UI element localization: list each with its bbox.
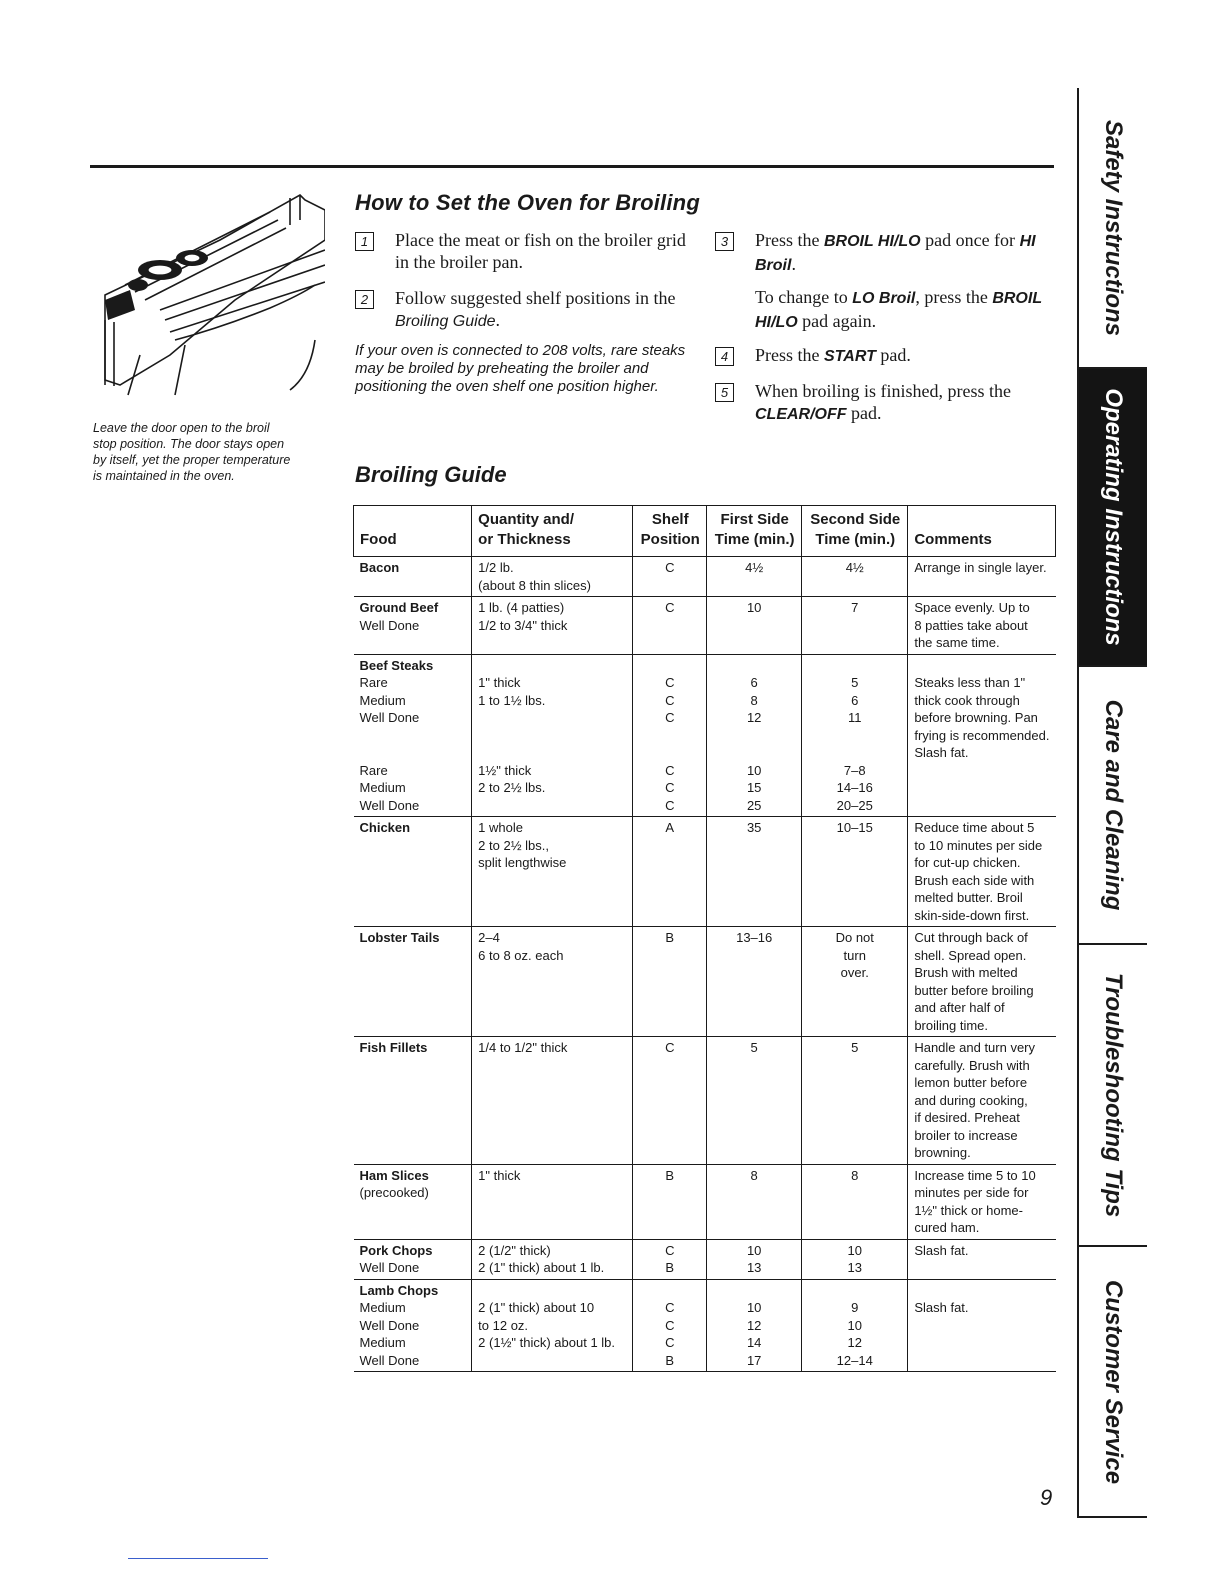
cell-line: 2 (1/2" thick): [478, 1242, 551, 1258]
cell-line: shell. Spread open.: [914, 947, 1027, 963]
cell-shelf: [633, 1037, 707, 1165]
cell-line: [914, 1282, 1049, 1300]
cell-line: [808, 727, 901, 745]
table-row-ham: [354, 1164, 1056, 1239]
column-header-food: [354, 506, 472, 557]
cell-line: [478, 709, 626, 727]
cell-line: minutes per side for: [914, 1185, 1029, 1200]
cell-first: [707, 597, 802, 655]
cell-line: Medium: [359, 1300, 406, 1315]
cell-line: Increase time 5 to 10: [914, 1167, 1036, 1183]
header-text: or Thickness: [478, 531, 571, 548]
side-navigation-tabs: [1077, 88, 1147, 1518]
cell-line: and after half of: [914, 1000, 1005, 1015]
oven-door-broil-illustration: [100, 190, 325, 405]
step-text: Follow suggested shelf positions in the: [395, 288, 676, 308]
cell-line: butter before broiling: [914, 982, 1034, 998]
cell-line: 2 to 2½ lbs.,: [478, 837, 549, 853]
step-2: [355, 287, 700, 333]
cell-comments: [908, 654, 1056, 817]
caption-line: stop position. The door stays open: [93, 437, 285, 451]
cell-line: 8: [851, 1167, 859, 1183]
cell-first: [707, 654, 802, 817]
cell-second: [802, 1164, 908, 1239]
step-text: Place the meat or fish on the broiler grid in the broiler pan.: [395, 230, 686, 272]
step-number: 5: [715, 383, 734, 402]
step-text-mid: pad once for: [920, 230, 1020, 250]
cell-comments: [908, 557, 1056, 597]
cell-line: if desired. Preheat: [914, 1110, 1020, 1125]
cell-food: [354, 1164, 472, 1239]
cell-line: 6: [750, 675, 758, 690]
side-tab-operating-instructions[interactable]: [1079, 369, 1147, 667]
table-row-steaks: [354, 654, 1056, 817]
step-3: [715, 229, 1055, 277]
cell-line: C: [665, 560, 675, 575]
cell-line: [478, 657, 626, 675]
cell-second: [802, 927, 908, 1037]
cell-line: [713, 727, 795, 745]
cell-line: Rare: [359, 762, 388, 778]
cell-line: 12: [847, 1335, 862, 1350]
cell-line: 17: [746, 1352, 762, 1368]
cell-first: [707, 927, 802, 1037]
side-tab-safety-instructions[interactable]: [1079, 88, 1147, 369]
cell-qty: [472, 597, 633, 655]
cell-line: Do not: [835, 930, 874, 945]
table-row-bacon: [354, 557, 1056, 597]
section-heading-broiling: How to Set the Oven for Broiling: [355, 190, 700, 215]
caption-line: is maintained in the oven.: [93, 469, 235, 483]
cell-food: [354, 1279, 472, 1372]
cell-line: Ham Slices: [359, 1167, 429, 1183]
step-text-end: .: [495, 310, 500, 330]
cell-food: [354, 654, 472, 817]
side-tab-troubleshooting-tips[interactable]: [1079, 945, 1147, 1247]
cell-shelf: [633, 1279, 707, 1372]
cell-line: Medium: [359, 692, 406, 708]
cell-line: Ground Beef: [359, 600, 439, 615]
cell-line: [360, 744, 466, 762]
caption-line: by itself, yet the proper temperature: [93, 453, 291, 467]
cell-line: 1/2 to 3/4" thick: [478, 617, 568, 633]
cell-line: C: [665, 797, 675, 813]
header-text: Quantity and/: [478, 511, 575, 528]
cell-line: Beef Steaks: [359, 657, 434, 673]
page-number: 9: [1040, 1485, 1053, 1510]
cell-line: broiler to increase: [914, 1127, 1018, 1143]
cell-line: 2 to 2½ lbs.: [478, 780, 546, 795]
cell-first: [707, 1037, 802, 1165]
side-tab-care-and-cleaning[interactable]: [1079, 667, 1147, 945]
cell-line: 1½" thick or home-: [914, 1202, 1023, 1218]
cell-shelf: [633, 654, 707, 817]
cell-line: Lamb Chops: [359, 1282, 439, 1298]
guide-reference: Broiling Guide: [395, 313, 496, 330]
cell-line: 6: [851, 692, 859, 708]
step-4: [715, 344, 1055, 368]
step-number: 1: [355, 232, 374, 251]
header-text: First Side: [720, 511, 789, 528]
broil-pad-label: BROIL HI/LO: [755, 290, 1042, 331]
cell-qty: [472, 1037, 633, 1165]
cell-line: Fish Fillets: [359, 1040, 428, 1055]
step-text-end: pad.: [846, 403, 882, 423]
cell-line: 20–25: [836, 797, 873, 813]
cell-line: Brush with melted: [914, 965, 1018, 980]
cell-line: turn: [843, 947, 866, 963]
cell-line: [478, 744, 626, 762]
clear-off-pad-label: CLEAR/OFF: [755, 406, 847, 423]
cell-line: [808, 657, 901, 675]
table-row-beef: [354, 597, 1056, 655]
cell-line: for cut-up chicken.: [914, 855, 1021, 870]
cell-line: 5: [851, 1040, 859, 1055]
cell-line: Well Done: [359, 1260, 420, 1275]
cell-line: 10: [746, 600, 762, 615]
cell-food: [354, 1239, 472, 1279]
column-header-second-side: [802, 506, 908, 557]
column-header-first-side: [707, 506, 802, 557]
instruction-text: To change to: [755, 287, 853, 307]
cell-line: 2 (1" thick) about 10: [478, 1300, 595, 1315]
cell-line: Reduce time about 5: [914, 820, 1035, 835]
cell-comments: [908, 1279, 1056, 1372]
cell-line: [713, 657, 795, 675]
cell-line: melted butter. Broil: [914, 890, 1023, 905]
table-row-lobster: [354, 927, 1056, 1037]
cell-line: Medium: [359, 780, 406, 795]
table-row-lamb: [354, 1279, 1056, 1372]
hi-broil-label: HI Broil: [755, 233, 1036, 274]
cell-line: 35: [746, 820, 762, 835]
cell-line: to 10 minutes per side: [914, 837, 1043, 853]
cell-comments: [908, 597, 1056, 655]
cell-line: Pork Chops: [359, 1242, 433, 1258]
cell-line: carefully. Brush with: [914, 1057, 1030, 1073]
column-header-shelf: [633, 506, 707, 557]
table-row-chicken: [354, 817, 1056, 927]
cell-line: cured ham.: [914, 1220, 980, 1235]
cell-line: [360, 727, 466, 745]
cell-line: 10: [847, 1317, 862, 1333]
cell-line: 7: [851, 600, 859, 615]
caption-line: Leave the door open to the broil: [93, 421, 270, 435]
cell-line: Handle and turn very: [914, 1040, 1036, 1055]
cell-line: 6 to 8 oz. each: [478, 947, 564, 963]
cell-line: C: [665, 1335, 675, 1350]
step-1: [355, 229, 700, 273]
header-text: Comments: [914, 531, 992, 548]
cell-line: 1/4 to 1/2" thick: [478, 1040, 568, 1055]
cell-line: 1 to 1½ lbs.: [478, 692, 546, 708]
cell-line: [639, 1282, 700, 1300]
cell-line: 13: [746, 1260, 762, 1275]
lo-broil-label: LO Broil: [852, 290, 916, 307]
step-number: 2: [355, 290, 374, 309]
cell-line: C: [665, 675, 675, 690]
cell-line: Medium: [359, 1335, 406, 1350]
cell-line: Steaks less than 1": [914, 675, 1026, 690]
cell-line: [713, 744, 795, 762]
cell-food: [354, 817, 472, 927]
cell-line: Slash fat.: [914, 745, 969, 760]
cell-line: [639, 657, 700, 675]
cell-line: 12–14: [836, 1352, 873, 1368]
cell-line: 10–15: [836, 820, 873, 835]
cell-line: broiling time.: [914, 1017, 989, 1033]
cell-line: Well Done: [359, 617, 420, 633]
cell-line: lemon butter before: [914, 1075, 1028, 1090]
cell-first: [707, 1164, 802, 1239]
cell-line: 1" thick: [478, 1167, 521, 1183]
cell-second: [802, 817, 908, 927]
cell-line: skin-side-down first.: [914, 907, 1030, 923]
cell-line: [478, 797, 626, 815]
cell-line: 8: [750, 1167, 758, 1183]
start-pad-label: START: [824, 348, 876, 365]
cell-line: split lengthwise: [478, 855, 567, 870]
cell-shelf: [633, 597, 707, 655]
cell-line: (precooked): [359, 1185, 429, 1200]
cell-line: C: [665, 1317, 675, 1333]
header-text: Position: [640, 531, 700, 548]
cell-line: (about 8 thin slices): [478, 577, 591, 593]
header-text: Shelf: [651, 511, 689, 528]
cell-food: [354, 557, 472, 597]
cell-line: 5: [851, 675, 859, 690]
cell-line: 9: [851, 1300, 859, 1315]
cell-line: browning.: [914, 1145, 971, 1160]
side-tab-customer-service[interactable]: [1079, 1247, 1147, 1518]
cell-line: 13–16: [736, 930, 773, 945]
cell-line: B: [665, 1260, 675, 1275]
step-text: When broiling is finished, press the: [755, 381, 1011, 401]
cell-line: and during cooking,: [914, 1092, 1028, 1108]
cell-comments: [908, 817, 1056, 927]
illustration-caption: [93, 420, 333, 484]
column-header-quantity: [472, 506, 633, 557]
cell-line: Bacon: [359, 560, 400, 575]
cell-line: 13: [847, 1260, 862, 1275]
bottom-rule: [128, 1558, 268, 1559]
instruction-text-end: pad again.: [797, 311, 877, 331]
cell-line: to 12 oz.: [478, 1317, 529, 1333]
cell-line: before browning. Pan: [914, 710, 1038, 725]
cell-comments: [908, 1239, 1056, 1279]
cell-line: [478, 1282, 626, 1300]
cell-line: 14–16: [836, 780, 873, 795]
cell-first: [707, 1279, 802, 1372]
cell-line: [713, 1282, 795, 1300]
table-header-row: [354, 506, 1056, 557]
voltage-note: If your oven is connected to 208 volts, rare steaks may be broiled by preheating the broiler and positioning the oven shelf one position higher.: [355, 342, 686, 395]
cell-line: C: [665, 1300, 675, 1315]
cell-line: 14: [746, 1335, 762, 1350]
cell-comments: [908, 927, 1056, 1037]
cell-second: [802, 1279, 908, 1372]
cell-line: 12: [746, 710, 762, 725]
cell-line: Slash fat.: [914, 1242, 969, 1258]
cell-line: Cut through back of: [914, 930, 1028, 945]
cell-second: [802, 597, 908, 655]
cell-line: 10: [847, 1242, 862, 1258]
table-row-pork: [354, 1239, 1056, 1279]
cell-shelf: [633, 927, 707, 1037]
cell-line: 10: [746, 762, 762, 778]
cell-shelf: [633, 1239, 707, 1279]
cell-line: Well Done: [359, 1352, 420, 1368]
broil-pad-label: BROIL HI/LO: [824, 233, 921, 250]
cell-qty: [472, 557, 633, 597]
header-text: Time (min.): [714, 531, 795, 548]
cell-second: [802, 654, 908, 817]
side-tab-label: Safety Instructions: [1100, 119, 1127, 336]
cell-qty: [472, 1279, 633, 1372]
cell-line: 11: [848, 710, 862, 725]
cell-line: 2 (1½" thick) about 1 lb.: [478, 1335, 616, 1350]
cell-line: 4½: [845, 560, 864, 575]
cell-line: C: [665, 600, 675, 615]
cell-line: 1½" thick: [478, 762, 532, 778]
step-text-end: .: [791, 254, 796, 274]
cell-line: 5: [750, 1040, 758, 1055]
cell-first: [707, 557, 802, 597]
cell-line: 10: [746, 1242, 762, 1258]
cell-line: 10: [746, 1300, 762, 1315]
cell-line: thick cook through: [914, 692, 1020, 708]
cell-line: 25: [746, 797, 762, 813]
cell-line: 7–8: [843, 762, 866, 778]
cell-food: [354, 927, 472, 1037]
cell-line: [639, 744, 700, 762]
broiling-guide-table: [353, 505, 1056, 1372]
cell-line: 1 whole: [478, 820, 523, 835]
cell-line: B: [665, 930, 675, 945]
step-number: 3: [715, 232, 734, 251]
cell-line: C: [665, 1242, 675, 1258]
cell-line: Space evenly. Up to: [914, 600, 1030, 615]
side-tab-label: Troubleshooting Tips: [1100, 972, 1127, 1218]
side-tab-label: Operating Instructions: [1100, 388, 1127, 646]
cell-line: 1" thick: [478, 675, 521, 690]
cell-line: C: [665, 710, 675, 725]
side-tab-label: Customer Service: [1100, 1279, 1127, 1484]
cell-line: C: [665, 780, 675, 795]
cell-line: Lobster Tails: [359, 930, 440, 945]
cell-line: [808, 1282, 901, 1300]
cell-line: [478, 727, 626, 745]
cell-line: the same time.: [914, 635, 1000, 650]
cell-first: [707, 817, 802, 927]
cell-qty: [472, 1239, 633, 1279]
cell-line: B: [665, 1167, 675, 1183]
cell-line: [639, 727, 700, 745]
cell-line: over.: [840, 965, 869, 980]
cell-line: 8: [750, 692, 758, 708]
cell-food: [354, 1037, 472, 1165]
top-rule: [90, 165, 1054, 168]
cell-shelf: [633, 817, 707, 927]
cell-line: 1 lb. (4 patties): [478, 600, 565, 615]
section-heading-broiling-guide: Broiling Guide: [355, 462, 507, 487]
cell-line: C: [665, 762, 675, 778]
cell-line: B: [665, 1352, 675, 1368]
lo-broil-instruction: [755, 286, 1055, 334]
cell-first: [707, 1239, 802, 1279]
cell-comments: [908, 1164, 1056, 1239]
step-number: 4: [715, 347, 734, 366]
cell-second: [802, 1037, 908, 1165]
cell-line: 8 patties take about: [914, 617, 1028, 633]
header-text: Second Side: [810, 511, 901, 528]
cell-line: Arrange in single layer.: [914, 560, 1047, 575]
cell-line: 2–4: [478, 930, 500, 945]
step-text: Press the: [755, 230, 824, 250]
side-tab-label: Care and Cleaning: [1100, 699, 1127, 911]
step-5: [715, 380, 1055, 426]
cell-line: 12: [746, 1317, 762, 1333]
cell-line: 4½: [745, 560, 764, 575]
step-text-end: pad.: [875, 345, 911, 365]
cell-line: [914, 657, 1049, 675]
cell-qty: [472, 817, 633, 927]
step-text: Press the: [755, 345, 824, 365]
cell-line: [808, 744, 901, 762]
cell-qty: [472, 654, 633, 817]
table-row-fish: [354, 1037, 1056, 1165]
cell-line: C: [665, 692, 675, 708]
instruction-text-mid: , press the: [915, 287, 993, 307]
cell-qty: [472, 927, 633, 1037]
cell-line: Well Done: [359, 1317, 420, 1333]
cell-qty: [472, 1164, 633, 1239]
cell-line: 15: [746, 780, 762, 795]
cell-line: C: [665, 1040, 675, 1055]
cell-comments: [908, 1037, 1056, 1165]
cell-line: Well Done: [359, 710, 420, 725]
cell-second: [802, 557, 908, 597]
header-text: Time (min.): [815, 531, 896, 548]
cell-line: Rare: [359, 675, 388, 690]
cell-shelf: [633, 557, 707, 597]
cell-line: Brush each side with: [914, 872, 1035, 888]
cell-line: Slash fat.: [914, 1300, 969, 1315]
cell-line: [478, 1352, 626, 1370]
cell-line: 1/2 lb.: [478, 560, 514, 575]
cell-food: [354, 597, 472, 655]
cell-shelf: [633, 1164, 707, 1239]
cell-line: A: [665, 820, 675, 835]
column-header-comments: [908, 506, 1056, 557]
cell-line: Chicken: [359, 820, 411, 835]
cell-line: 2 (1" thick) about 1 lb.: [478, 1260, 605, 1275]
cell-second: [802, 1239, 908, 1279]
cell-line: Well Done: [359, 797, 420, 813]
header-text: Food: [360, 531, 397, 548]
cell-line: frying is recommended.: [914, 727, 1050, 743]
